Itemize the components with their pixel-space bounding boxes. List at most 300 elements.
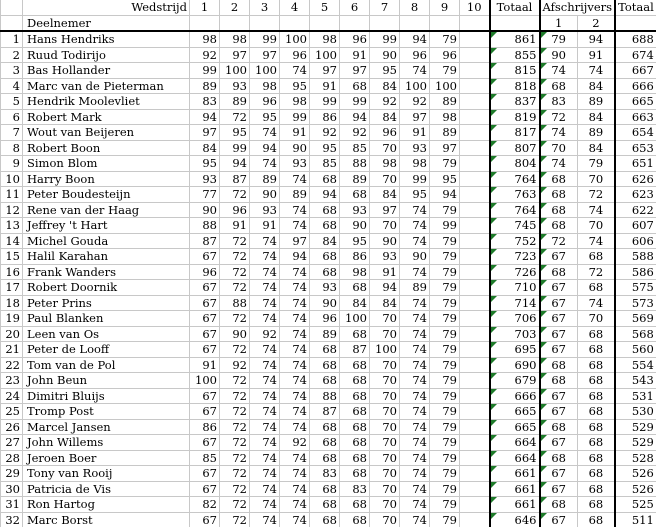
score-cell: 72	[220, 233, 250, 249]
score-cell: 74	[250, 125, 280, 141]
score-cell: 90	[370, 233, 400, 249]
score-cell	[460, 311, 490, 327]
score-cell: 85	[340, 140, 370, 156]
score-cell: 74	[250, 388, 280, 404]
header-row-1	[1, 0, 656, 15]
score-cell: 74	[280, 481, 310, 497]
score-cell: 100	[250, 63, 280, 79]
final-totaal-cell: 586	[615, 264, 656, 280]
round-header: 10	[460, 0, 490, 15]
participant-name: John Beun	[23, 373, 190, 389]
score-cell: 74	[280, 404, 310, 420]
score-cell: 67	[190, 388, 220, 404]
score-cell: 94	[340, 109, 370, 125]
score-cell: 72	[220, 280, 250, 296]
score-cell	[460, 497, 490, 513]
score-cell: 96	[430, 47, 460, 63]
score-cell: 74	[280, 202, 310, 218]
score-cell: 70	[370, 419, 400, 435]
final-totaal-cell: 663	[615, 109, 656, 125]
afschrijver-1-cell: 68	[540, 171, 578, 187]
participant-name: Peter Prins	[23, 295, 190, 311]
score-cell: 72	[220, 419, 250, 435]
afschrijver-2-cell: 68	[577, 249, 615, 265]
score-cell: 97	[190, 125, 220, 141]
round-header: 1	[190, 0, 220, 15]
score-cell: 91	[370, 264, 400, 280]
score-cell: 99	[280, 109, 310, 125]
score-cell	[460, 218, 490, 234]
final-totaal-cell: 653	[615, 140, 656, 156]
rank-cell: 10	[1, 171, 23, 187]
score-cell: 72	[220, 450, 250, 466]
score-cell: 89	[340, 171, 370, 187]
score-cell: 74	[280, 466, 310, 482]
participant-name: Leen van Os	[23, 326, 190, 342]
final-totaal-cell: 573	[615, 295, 656, 311]
participant-name: Michel Gouda	[23, 233, 190, 249]
score-cell: 68	[340, 326, 370, 342]
score-cell: 79	[430, 419, 460, 435]
afschrijver-1-cell: 68	[540, 450, 578, 466]
totaal-cell: 703	[490, 326, 540, 342]
afschrijver-1-cell: 67	[540, 295, 578, 311]
afschrijver-1-cell: 67	[540, 280, 578, 296]
score-cell: 67	[190, 481, 220, 497]
participant-name: Jeffrey 't Hart	[23, 218, 190, 234]
participant-name: Harry Boon	[23, 171, 190, 187]
afschrijver-2-cell: 84	[577, 109, 615, 125]
score-cell: 95	[250, 109, 280, 125]
score-cell: 87	[340, 342, 370, 358]
score-cell: 92	[370, 94, 400, 110]
score-cell: 68	[340, 373, 370, 389]
table-row	[1, 31, 656, 47]
score-cell: 79	[430, 404, 460, 420]
score-cell: 95	[220, 125, 250, 141]
totaal-cell: 646	[490, 512, 540, 527]
score-cell: 68	[340, 78, 370, 94]
afschrijver-2-cell: 84	[577, 78, 615, 94]
final-totaal-cell: 526	[615, 481, 656, 497]
afschrijver-1-header: 1	[540, 15, 578, 31]
score-cell: 90	[400, 249, 430, 265]
score-cell: 67	[190, 249, 220, 265]
final-totaal-cell: 666	[615, 78, 656, 94]
score-cell: 99	[430, 218, 460, 234]
score-cell: 74	[280, 357, 310, 373]
score-cell: 67	[190, 326, 220, 342]
score-cell: 74	[250, 466, 280, 482]
score-cell: 89	[250, 171, 280, 187]
score-cell: 70	[370, 481, 400, 497]
totaal-cell: 695	[490, 342, 540, 358]
score-cell: 74	[250, 156, 280, 172]
rank-cell: 16	[1, 264, 23, 280]
score-cell: 74	[280, 280, 310, 296]
participant-name: Marc Borst	[23, 512, 190, 527]
afschrijvers-header: Afschrijvers	[540, 0, 616, 15]
score-cell: 92	[250, 326, 280, 342]
afschrijver-2-cell: 68	[577, 497, 615, 513]
score-cell	[460, 326, 490, 342]
table-row	[1, 218, 656, 234]
participant-name: Robert Boon	[23, 140, 190, 156]
totaal-header: Totaal	[490, 0, 540, 15]
score-cell: 67	[190, 466, 220, 482]
afschrijver-1-cell: 79	[540, 31, 578, 47]
totaal-cell: 714	[490, 295, 540, 311]
totaal-cell: 764	[490, 171, 540, 187]
score-cell	[460, 481, 490, 497]
score-cell: 68	[340, 435, 370, 451]
table-row	[1, 249, 656, 265]
score-cell: 89	[400, 280, 430, 296]
score-cell: 68	[340, 497, 370, 513]
table-row	[1, 342, 656, 358]
totaal-cell: 666	[490, 388, 540, 404]
score-cell: 70	[370, 171, 400, 187]
score-cell	[460, 450, 490, 466]
participant-name: Rene van der Haag	[23, 202, 190, 218]
round-header: 7	[370, 0, 400, 15]
score-cell	[460, 512, 490, 527]
score-cell: 79	[430, 512, 460, 527]
score-cell: 96	[190, 264, 220, 280]
rank-cell: 30	[1, 481, 23, 497]
rank-cell: 27	[1, 435, 23, 451]
final-totaal-cell: 654	[615, 125, 656, 141]
afschrijver-1-cell: 68	[540, 357, 578, 373]
totaal-cell: 664	[490, 435, 540, 451]
table-row	[1, 373, 656, 389]
afschrijver-2-cell: 72	[577, 264, 615, 280]
score-cell: 68	[310, 497, 340, 513]
score-cell	[460, 202, 490, 218]
participant-name: Marcel Jansen	[23, 419, 190, 435]
score-cell: 94	[220, 156, 250, 172]
totaal-cell: 817	[490, 125, 540, 141]
score-cell: 79	[430, 450, 460, 466]
totaal-cell: 661	[490, 466, 540, 482]
score-cell: 74	[250, 497, 280, 513]
table-row	[1, 78, 656, 94]
score-cell: 79	[430, 264, 460, 280]
score-cell: 74	[400, 264, 430, 280]
totaal-cell: 661	[490, 481, 540, 497]
participant-name: Tom van de Pol	[23, 357, 190, 373]
table-row	[1, 419, 656, 435]
totaal-cell: 819	[490, 109, 540, 125]
participant-name: Robert Doornik	[23, 280, 190, 296]
totaal-cell: 679	[490, 373, 540, 389]
score-cell: 74	[280, 218, 310, 234]
score-cell: 91	[310, 78, 340, 94]
rank-cell: 11	[1, 187, 23, 203]
score-cell: 98	[190, 31, 220, 47]
afschrijver-2-cell: 70	[577, 311, 615, 327]
score-cell: 67	[190, 342, 220, 358]
score-cell: 74	[400, 466, 430, 482]
score-cell: 74	[280, 512, 310, 527]
score-cell: 93	[310, 280, 340, 296]
afschrijver-1-cell: 67	[540, 466, 578, 482]
table-row	[1, 450, 656, 466]
score-cell: 94	[250, 140, 280, 156]
afschrijver-1-cell: 67	[540, 481, 578, 497]
score-cell	[460, 109, 490, 125]
table-row	[1, 109, 656, 125]
round-header: 2	[220, 0, 250, 15]
score-cell: 74	[400, 63, 430, 79]
score-cell: 74	[280, 295, 310, 311]
participant-name: Peter de Looff	[23, 342, 190, 358]
rank-cell: 29	[1, 466, 23, 482]
score-cell: 70	[370, 466, 400, 482]
afschrijver-2-cell: 68	[577, 481, 615, 497]
score-cell	[460, 94, 490, 110]
score-cell: 85	[310, 156, 340, 172]
table-row	[1, 435, 656, 451]
round-header: 6	[340, 0, 370, 15]
score-cell: 68	[310, 249, 340, 265]
afschrijver-2-cell: 91	[577, 47, 615, 63]
score-cell: 86	[340, 249, 370, 265]
afschrijver-2-cell: 68	[577, 404, 615, 420]
score-cell: 98	[280, 94, 310, 110]
afschrijver-1-cell: 67	[540, 404, 578, 420]
score-cell: 70	[370, 388, 400, 404]
score-cell: 87	[220, 171, 250, 187]
score-cell: 74	[400, 419, 430, 435]
score-cell: 74	[250, 481, 280, 497]
score-cell: 95	[400, 187, 430, 203]
table-row	[1, 63, 656, 79]
table-row	[1, 388, 656, 404]
deelnemer-label: Deelnemer	[23, 15, 190, 31]
score-cell: 79	[430, 295, 460, 311]
participant-name: Marc van de Pieterman	[23, 78, 190, 94]
afschrijver-1-cell: 68	[540, 78, 578, 94]
score-cell: 93	[250, 202, 280, 218]
afschrijver-2-cell: 94	[577, 31, 615, 47]
score-cell: 99	[400, 171, 430, 187]
table-row	[1, 202, 656, 218]
score-cell: 90	[220, 326, 250, 342]
table-row	[1, 481, 656, 497]
participant-name: Tromp Post	[23, 404, 190, 420]
table-row	[1, 295, 656, 311]
table-row	[1, 140, 656, 156]
totaal-cell: 804	[490, 156, 540, 172]
score-cell: 70	[370, 435, 400, 451]
afschrijver-2-cell: 89	[577, 125, 615, 141]
rank-cell: 3	[1, 63, 23, 79]
score-cell: 99	[340, 94, 370, 110]
score-cell: 74	[280, 497, 310, 513]
score-cell: 68	[340, 466, 370, 482]
score-cell: 93	[220, 78, 250, 94]
score-cell: 79	[430, 31, 460, 47]
score-cell: 74	[400, 295, 430, 311]
score-cell: 92	[310, 125, 340, 141]
totaal-cell: 706	[490, 311, 540, 327]
rank-cell: 15	[1, 249, 23, 265]
score-cell: 74	[400, 342, 430, 358]
afschrijver-1-cell: 68	[540, 373, 578, 389]
score-cell: 92	[400, 94, 430, 110]
final-totaal-cell: 606	[615, 233, 656, 249]
score-cell: 74	[400, 218, 430, 234]
score-cell: 79	[430, 388, 460, 404]
table-row	[1, 326, 656, 342]
rank-cell: 4	[1, 78, 23, 94]
totaal-cell: 764	[490, 202, 540, 218]
score-cell: 68	[310, 481, 340, 497]
score-cell: 93	[400, 140, 430, 156]
score-cell: 84	[370, 295, 400, 311]
final-totaal-cell: 626	[615, 171, 656, 187]
score-cell: 70	[370, 218, 400, 234]
final-totaal-cell: 607	[615, 218, 656, 234]
score-cell: 91	[340, 47, 370, 63]
participant-name: Simon Blom	[23, 156, 190, 172]
score-cell: 74	[250, 233, 280, 249]
participant-name: Paul Blanken	[23, 311, 190, 327]
score-cell: 74	[250, 373, 280, 389]
participant-name: Hans Hendriks	[23, 31, 190, 47]
afschrijver-1-cell: 67	[540, 435, 578, 451]
afschrijver-2-cell: 68	[577, 419, 615, 435]
score-cell: 87	[190, 233, 220, 249]
score-cell: 91	[220, 218, 250, 234]
final-totaal-cell: 528	[615, 450, 656, 466]
score-cell: 91	[190, 357, 220, 373]
score-cell	[460, 156, 490, 172]
participant-name: Wout van Beijeren	[23, 125, 190, 141]
rank-cell: 24	[1, 388, 23, 404]
score-cell: 98	[370, 156, 400, 172]
afschrijver-2-cell: 89	[577, 94, 615, 110]
score-cell: 79	[430, 326, 460, 342]
score-cell: 70	[370, 311, 400, 327]
score-cell: 84	[370, 78, 400, 94]
score-cell: 68	[340, 357, 370, 373]
afschrijver-2-cell: 68	[577, 373, 615, 389]
score-cell	[460, 233, 490, 249]
final-totaal-cell: 622	[615, 202, 656, 218]
round-header: 4	[280, 0, 310, 15]
score-cell: 70	[370, 512, 400, 527]
score-cell: 74	[400, 311, 430, 327]
score-cell: 97	[340, 63, 370, 79]
totaal-cell: 664	[490, 450, 540, 466]
score-cell: 68	[310, 373, 340, 389]
score-cell: 68	[340, 187, 370, 203]
score-cell: 74	[400, 497, 430, 513]
score-cell: 72	[220, 481, 250, 497]
final-totaal-cell: 529	[615, 419, 656, 435]
score-cell: 74	[250, 435, 280, 451]
score-cell: 90	[190, 202, 220, 218]
score-cell	[460, 404, 490, 420]
afschrijver-1-cell: 67	[540, 326, 578, 342]
score-cell: 74	[250, 249, 280, 265]
participant-name: Jeroen Boer	[23, 450, 190, 466]
final-totaal-cell: 674	[615, 47, 656, 63]
final-totaal-cell: 511	[615, 512, 656, 527]
score-cell: 74	[400, 202, 430, 218]
participant-name: John Willems	[23, 435, 190, 451]
score-cell: 84	[370, 109, 400, 125]
score-cell: 89	[310, 326, 340, 342]
totaal-cell: 723	[490, 249, 540, 265]
score-cell: 68	[310, 218, 340, 234]
final-totaal-cell: 651	[615, 156, 656, 172]
score-cell: 100	[310, 47, 340, 63]
rank-cell: 28	[1, 450, 23, 466]
score-cell: 93	[280, 156, 310, 172]
totaal-cell: 665	[490, 419, 540, 435]
score-cell: 79	[430, 342, 460, 358]
round-header: 3	[250, 0, 280, 15]
rank-cell: 26	[1, 419, 23, 435]
score-cell: 74	[250, 264, 280, 280]
score-cell: 79	[430, 435, 460, 451]
score-cell: 94	[280, 249, 310, 265]
score-cell: 91	[400, 125, 430, 141]
score-cell: 79	[430, 357, 460, 373]
score-cell: 74	[250, 280, 280, 296]
score-cell: 67	[190, 280, 220, 296]
score-cell: 96	[400, 47, 430, 63]
score-cell: 83	[340, 481, 370, 497]
score-cell: 98	[250, 78, 280, 94]
score-cell: 72	[220, 109, 250, 125]
score-cell: 96	[370, 125, 400, 141]
score-cell	[460, 280, 490, 296]
table-row	[1, 512, 656, 527]
rank-cell: 25	[1, 404, 23, 420]
score-cell: 79	[430, 280, 460, 296]
score-cell: 70	[370, 404, 400, 420]
score-cell: 74	[400, 388, 430, 404]
score-cell: 68	[310, 435, 340, 451]
afschrijver-2-cell: 68	[577, 466, 615, 482]
final-totaal-cell: 665	[615, 94, 656, 110]
score-cell: 68	[340, 388, 370, 404]
header-row-2	[1, 15, 656, 31]
score-cell: 74	[250, 342, 280, 358]
score-cell: 85	[190, 450, 220, 466]
score-cell: 97	[430, 140, 460, 156]
score-cell: 95	[280, 78, 310, 94]
score-cell: 98	[340, 264, 370, 280]
afschrijver-2-cell: 74	[577, 295, 615, 311]
score-cell: 74	[400, 404, 430, 420]
afschrijver-2-cell: 84	[577, 140, 615, 156]
score-cell: 67	[190, 295, 220, 311]
participant-name: Patricia de Vis	[23, 481, 190, 497]
score-cell: 89	[430, 94, 460, 110]
score-cell: 68	[340, 450, 370, 466]
final-totaal-cell: 623	[615, 187, 656, 203]
final-totaal-cell: 531	[615, 388, 656, 404]
score-cell: 68	[310, 171, 340, 187]
score-cell: 90	[280, 140, 310, 156]
score-cell: 74	[400, 512, 430, 527]
afschrijver-1-cell: 67	[540, 311, 578, 327]
